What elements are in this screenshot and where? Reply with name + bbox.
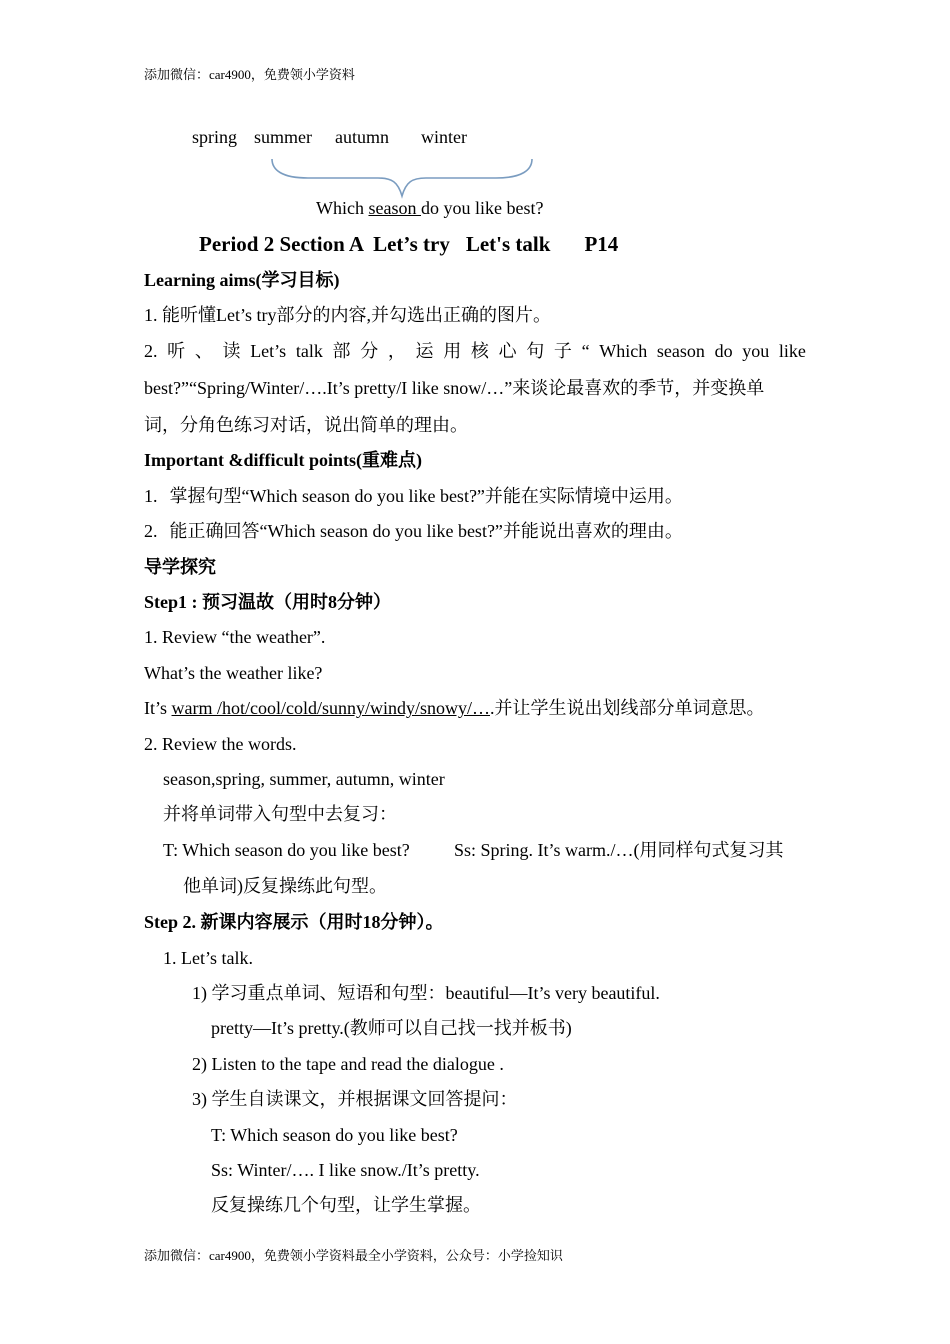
step1-practice-note: 他单词)反复操练此句型。 <box>183 876 387 896</box>
aim-item-2-line-2: best?”“Spring/Winter/….It’s pretty/I like snow/…”来谈论最喜欢的季节，并变换单 <box>144 378 765 398</box>
step1-teacher-question: T: Which season do you like best? <box>163 840 410 860</box>
key-point-2: 2. 能正确回答“Which season do you like best?”并能说出喜欢的理由。 <box>144 521 683 541</box>
step2-item-3: 3) 学生自读课文，并根据课文回答提问： <box>192 1089 518 1109</box>
step2-student-answer: Ss: Winter/…. I like snow./It’s pretty. <box>211 1160 480 1180</box>
season-word-summer: summer <box>254 127 312 147</box>
step1-heading: Step1 : 预习温故（用时8分钟） <box>144 592 391 612</box>
diagram-question: Which season do you like best? <box>316 198 544 218</box>
step2-item-1: 1) 学习重点单词、短语和句型：beautiful—It’s very beautiful. <box>192 983 660 1003</box>
page-header: 添加微信：car4900，免费领小学资料 <box>144 67 355 82</box>
step2-heading: Step 2. 新课内容展示（用时18分钟）。 <box>144 912 444 932</box>
step1-instruction: 并将单词带入句型中去复习： <box>163 804 397 824</box>
step1-weather-answer: It’s warm /hot/cool/cold/sunny/windy/snowy/….并让学生说出划线部分单词意思。 <box>144 698 765 718</box>
step1-review-words: 2. Review the words. <box>144 734 297 754</box>
step1-student-answer: Ss: Spring. It’s warm./…(用同样句式复习其 <box>454 840 784 860</box>
season-word-spring: spring <box>192 127 237 147</box>
step2-item-1-cont: pretty—It’s pretty.(教师可以自己找一找并板书) <box>211 1018 572 1038</box>
step2-teacher-question: T: Which season do you like best? <box>211 1125 458 1145</box>
step2-item-2: 2) Listen to the tape and read the dialogue . <box>192 1054 504 1074</box>
step1-weather-question: What’s the weather like? <box>144 663 323 683</box>
step2-practice-note: 反复操练几个句型，让学生掌握。 <box>211 1195 481 1215</box>
aim-item-2-line-1: 2. 听 、 读 Let’s talk 部 分 ， 运 用 核 心 句 子 “ Which season do you like <box>144 341 806 361</box>
learning-aims-heading: Learning aims(学习目标) <box>144 270 340 290</box>
key-point-1: 1. 掌握句型“Which season do you like best?”并能在实际情境中运用。 <box>144 486 683 506</box>
step2-lets-talk: 1. Let’s talk. <box>163 948 253 968</box>
key-points-heading: Important &difficult points(重难点) <box>144 450 422 470</box>
season-word-autumn: autumn <box>335 127 389 147</box>
guide-heading: 导学探究 <box>144 557 216 577</box>
aim-item-1: 1. 能听懂Let’s try部分的内容,并勾选出正确的图片。 <box>144 305 551 325</box>
step1-review-weather: 1. Review “the weather”. <box>144 627 326 647</box>
season-word-winter: winter <box>421 127 467 147</box>
aim-item-2-line-3: 词，分角色练习对话，说出简单的理由。 <box>144 415 468 435</box>
page-title: Period 2 Section A Let’s try Let's talk P14 <box>199 232 619 256</box>
step1-word-list: season,spring, summer, autumn, winter <box>163 769 445 789</box>
page-footer: 添加微信：car4900，免费领小学资料最全小学资料，公众号：小学捡知识 <box>144 1248 563 1263</box>
